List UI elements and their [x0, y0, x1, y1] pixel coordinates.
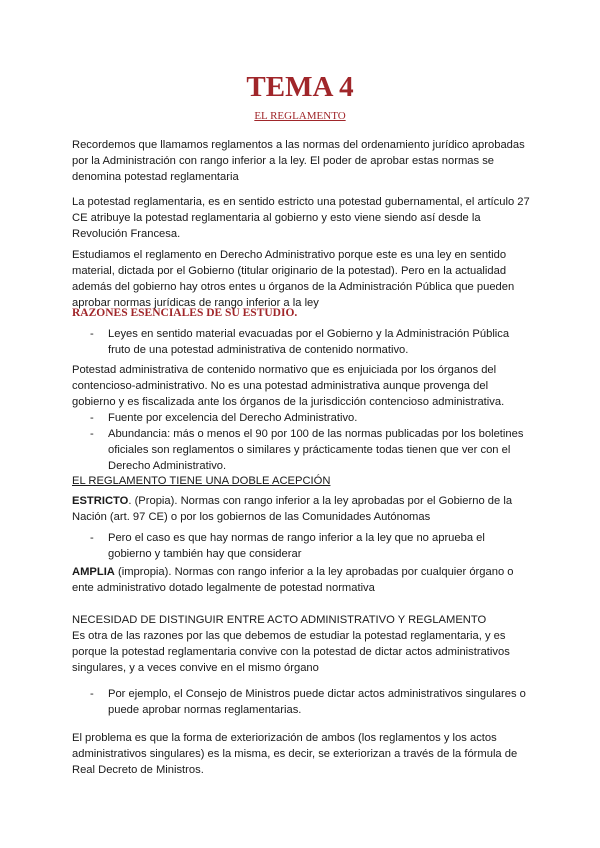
- dash-marker: -: [90, 532, 94, 544]
- list-item-text: Por ejemplo, el Consejo de Ministros puede dictar actos administrativos singulares o puede aprobar normas reglamentarias.: [108, 688, 526, 716]
- list-item: [88, 686, 530, 718]
- list-item-text: Pero el caso es que hay normas de rango inferior a la ley que no aprueba el gobierno y también hay que considerar: [108, 532, 485, 560]
- acepcion-heading: EL REGLAMENTO TIENE UNA DOBLE ACEPCIÓN: [72, 475, 331, 487]
- problema-paragraph: El problema es que la forma de exteriorización de ambos (los reglamentos y los actos administrativos singulares) es la misma, es decir, se exteriorizan a través de la fórmula de Real Decreto de Ministros.: [72, 732, 518, 776]
- page-title: TEMA 4: [246, 71, 354, 103]
- list-item-text: Abundancia: más o menos el 90 por 100 de las normas publicadas por los boletines oficiales son reglamentos o similares y prácticamente todas tienen que ver con el Derecho Administrativo.: [108, 428, 524, 472]
- necesidad-paragraph: Es otra de las razones por las que debemos de estudiar la potestad reglamentaria, y es porque la potestad reglamentaria convive con la potestad de dictar actos administrativos singulares, y a veces convive en el mismo órgano: [72, 630, 510, 674]
- intro-paragraph: Recordemos que llamamos reglamentos a las normas del ordenamiento jurídico aprobadas por la Administración con rango inferior a la ley. El poder de aprobar estas normas se denomina potestad reglamentaria: [72, 139, 525, 183]
- list-item: [88, 426, 530, 474]
- dash-marker: -: [90, 412, 94, 424]
- necesidad-heading: NECESIDAD DE DISTINGUIR ENTRE ACTO ADMINISTRATIVO Y REGLAMENTO: [72, 614, 487, 626]
- estudiamos-paragraph: Estudiamos el reglamento en Derecho Administrativo porque este es una ley en sentido material, dictada por el Gobierno (titular originario de la potestad). Pero en la actualidad además del gobierno hay otros entes u órganos de la Administración Pública que pueden aprobar normas jurídicas de rango inferior a la ley: [72, 249, 515, 309]
- list-item: [88, 410, 530, 426]
- razones-list: [88, 326, 530, 358]
- list-item-text: Leyes en sentido material evacuadas por el Gobierno y la Administración Pública fruto de una potestad administrativa de contenido normativo.: [108, 328, 510, 356]
- fuente-list: [88, 410, 530, 474]
- page-subtitle: EL REGLAMENTO: [254, 110, 346, 122]
- dash-marker: -: [90, 428, 94, 440]
- dash-marker: -: [90, 688, 94, 700]
- potestad-paragraph: La potestad reglamentaria, es en sentido estricto una potestad gubernamental, el artículo 27 CE atribuye la potestad reglamentaria al gobierno y esto viene siendo así desde la Revolución Francesa.: [72, 196, 530, 240]
- amplia-label: AMPLIA: [72, 566, 115, 578]
- estricto-label: ESTRICTO: [72, 495, 129, 507]
- dash-marker: -: [90, 328, 94, 340]
- amplia-text: (impropia). Normas con rango inferior a la ley aprobadas por cualquier órgano o ente administrativo dotado legalmente de potestad normativa: [72, 566, 514, 594]
- necesidad-list: [88, 686, 530, 718]
- list-item: [88, 326, 530, 358]
- potestad-admin-paragraph: Potestad administrativa de contenido normativo que es enjuiciada por los órganos del contencioso-administrativo. No es una potestad administrativa aunque provenga del gobierno y es fiscalizada ante los órganos de la jurisdicción contencioso administrativa.: [72, 364, 505, 408]
- estricto-paragraph: [72, 493, 530, 525]
- list-item-text: Fuente por excelencia del Derecho Administrativo.: [108, 412, 358, 424]
- list-item: [88, 530, 530, 562]
- amplia-paragraph: [72, 564, 530, 596]
- estricto-text: . (Propia). Normas con rango inferior a la ley aprobadas por el Gobierno de la Nación (art. 97 CE) o por los gobiernos de las Comunidades Autónomas: [72, 495, 513, 523]
- estricto-list: [88, 530, 530, 562]
- razones-heading: RAZONES ESENCIALES DE SU ESTUDIO.: [72, 307, 298, 319]
